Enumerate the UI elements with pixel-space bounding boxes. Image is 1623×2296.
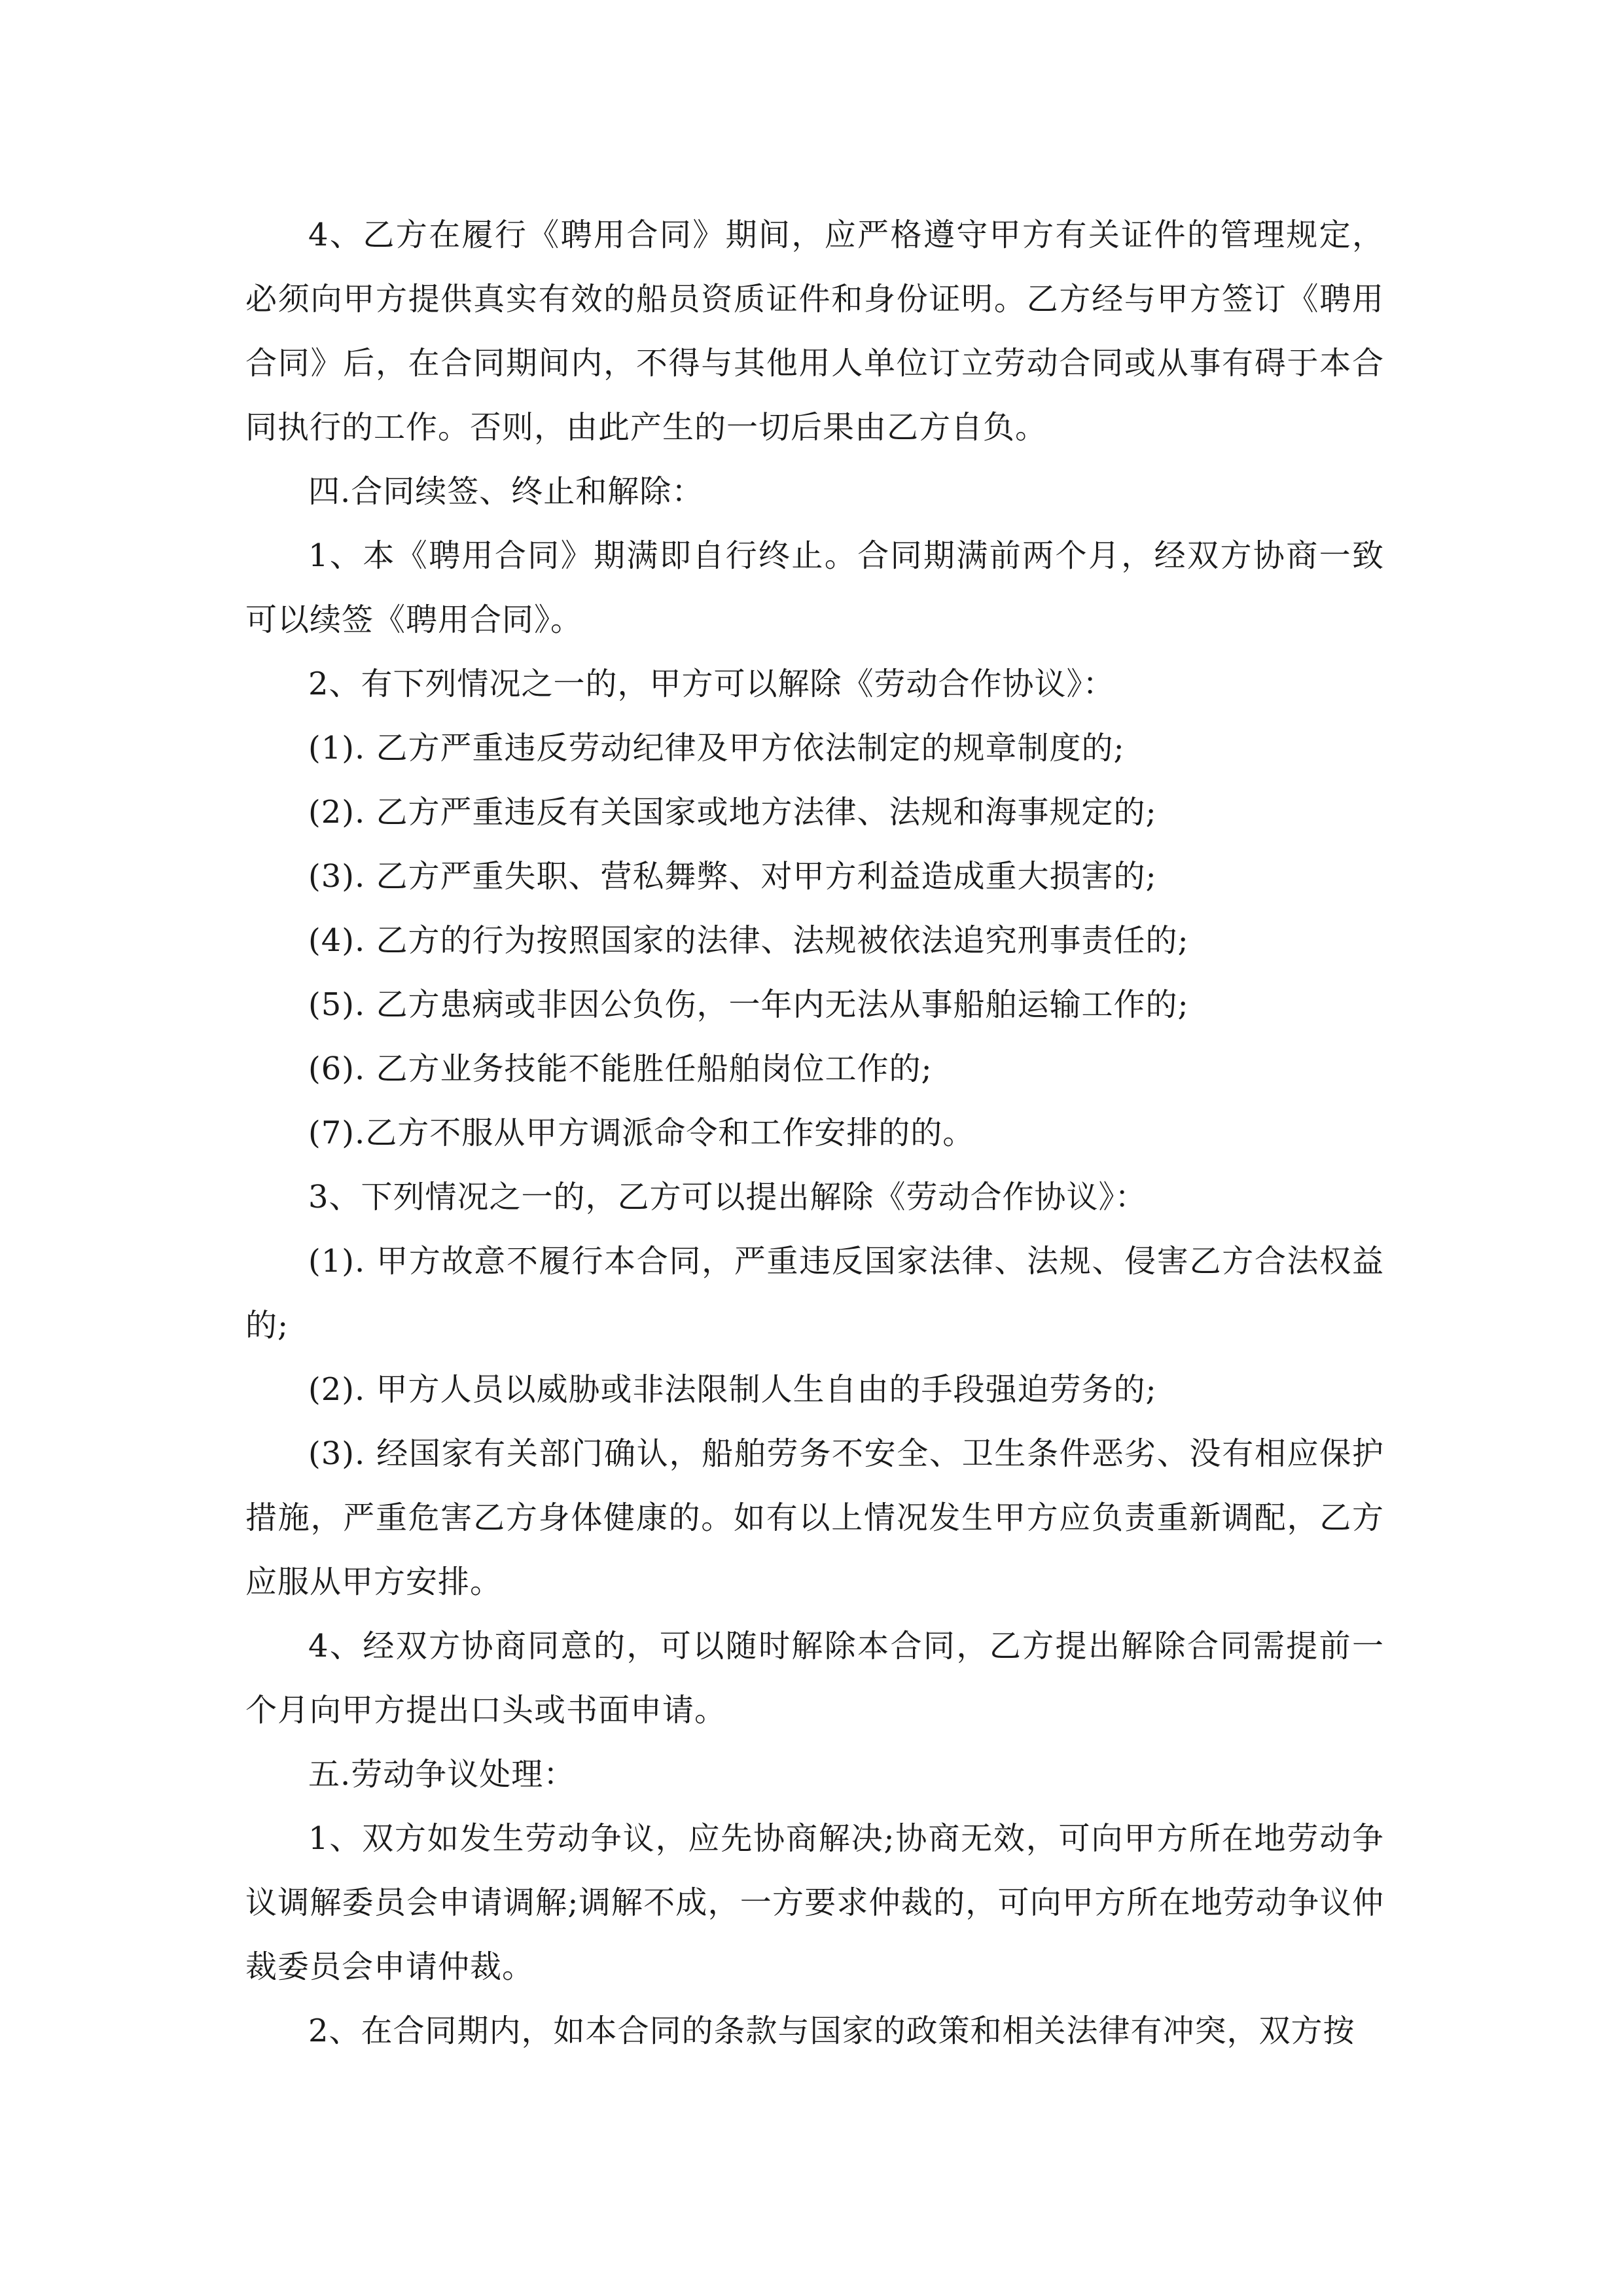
section-heading-4: 四.合同续签、终止和解除： [308,473,704,510]
paragraph-clause-5-2: 2、在合同期内，如本合同的条款与国家的政策和相关法律有冲突，双方按 [308,2013,1355,2049]
list-item-4-2-4: (4). 乙方的行为按照国家的法律、法规被依法追究刑事责任的; [308,922,1189,959]
document-body [245,203,1384,2063]
paragraph-clause-3-4: 4、乙方在履行《聘用合同》期间，应严格遵守甲方有关证件的管理规定，必须向甲方提供真实有效的船员资质证件和身份证明。乙方经与甲方签订《聘用合同》后，在合同期间内，不得与其他用人单位订立劳动合同或从事有碍于本合同执行的工作。否则，由此产生的一切后果由乙方自负。 [245,217,1384,446]
list-item-4-3-2: (2). 甲方人员以威胁或非法限制人生自由的手段强迫劳务的; [308,1371,1157,1408]
list-item-4-2-2: (2). 乙方严重违反有关国家或地方法律、法规和海事规定的; [308,794,1157,831]
list-item-4-3-1: (1). 甲方故意不履行本合同，严重违反国家法律、法规、侵害乙方合法权益的; [245,1243,1384,1344]
list-item-4-2-5: (5). 乙方患病或非因公负伤，一年内无法从事船舶运输工作的; [308,986,1189,1023]
paragraph-clause-5-1: 1、双方如发生劳动争议，应先协商解决;协商无效，可向甲方所在地劳动争议调解委员会申请调解;调解不成，一方要求仲裁的，可向甲方所在地劳动争议仲裁委员会申请仲裁。 [245,1820,1384,1985]
paragraph-clause-4-3: 3、下列情况之一的，乙方可以提出解除《劳动合作协议》： [308,1179,1147,1215]
list-item-4-2-6: (6). 乙方业务技能不能胜任船舶岗位工作的; [308,1050,933,1087]
list-item-4-2-7: (7).乙方不服从甲方调派命令和工作安排的的。 [308,1115,975,1151]
paragraph-clause-4-1: 1、本《聘用合同》期满即自行终止。合同期满前两个月，经双方协商一致可以续签《聘用合同》。 [245,537,1384,638]
list-item-4-3-3: (3). 经国家有关部门确认，船舶劳务不安全、卫生条件恶劣、没有相应保护措施，严重危害乙方身体健康的。如有以上情况发生甲方应负责重新调配，乙方应服从甲方安排。 [245,1435,1384,1600]
list-item-4-2-1: (1). 乙方严重违反劳动纪律及甲方依法制定的规章制度的; [308,730,1125,766]
list-item-4-2-3: (3). 乙方严重失职、营私舞弊、对甲方利益造成重大损害的; [308,858,1157,895]
paragraph-clause-4-4: 4、经双方协商同意的，可以随时解除本合同，乙方提出解除合同需提前一个月向甲方提出口头或书面申请。 [245,1628,1384,1729]
paragraph-clause-4-2: 2、有下列情况之一的，甲方可以解除《劳动合作协议》： [308,666,1115,702]
section-heading-5: 五.劳动争议处理： [308,1756,576,1793]
